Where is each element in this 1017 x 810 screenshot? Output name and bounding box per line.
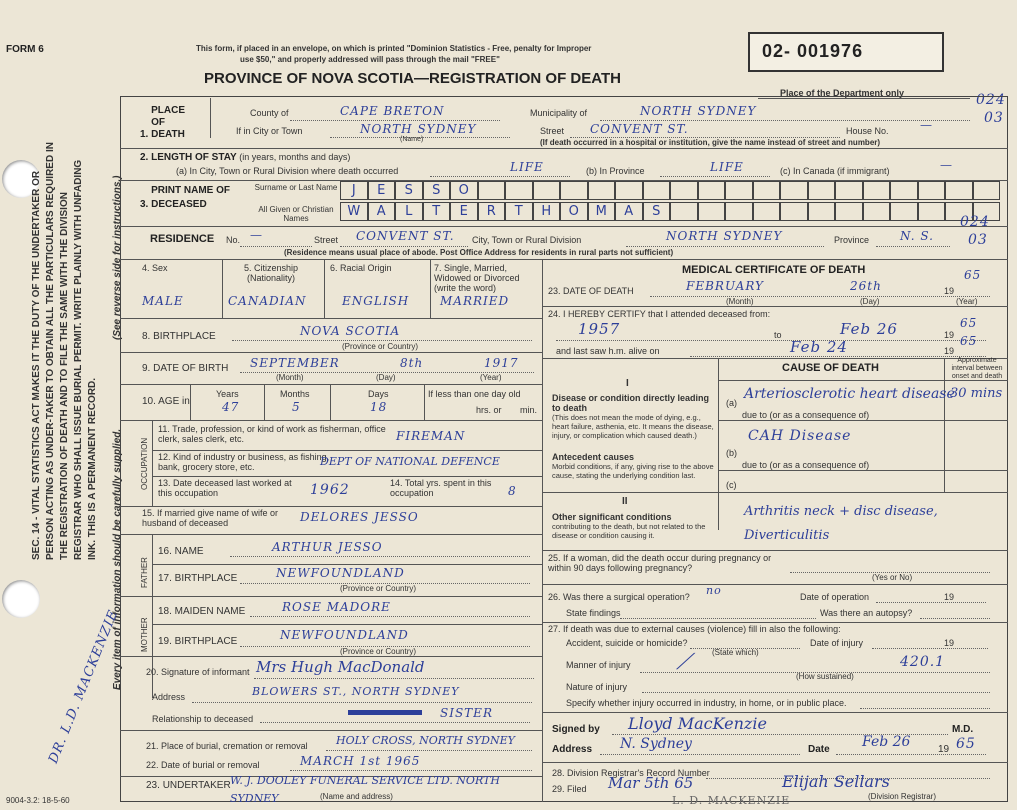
- residence-no-label: No.: [226, 235, 241, 245]
- informant-address-value: BLOWERS ST., NORTH SYDNEY: [252, 685, 460, 698]
- sex-label: 4. Sex: [142, 263, 168, 273]
- every-item-note: Every item of information should be carefully supplied.: [112, 428, 123, 690]
- name-letter-box: O: [560, 202, 588, 221]
- operation-label: 26. Was there a surgical operation?: [548, 592, 690, 602]
- city-value: NORTH SYDNEY: [360, 122, 477, 136]
- cause-a-label: (a): [726, 398, 737, 408]
- street-value: CONVENT ST.: [590, 122, 689, 136]
- industry-value: DEPT OF NATIONAL DEFENCE: [320, 455, 500, 468]
- empty-letter-box: [588, 181, 616, 200]
- form-label: FORM 6: [6, 44, 44, 55]
- attended-to-prefix: 19: [944, 330, 955, 340]
- dept-code: 024: [976, 92, 1006, 108]
- disease-label: Disease or condition directly leading to death: [552, 393, 710, 413]
- reverse-instructions: (See reverse side for instructions.): [112, 175, 123, 340]
- relationship-value: SISTER: [440, 706, 493, 720]
- empty-letter-box: [780, 202, 808, 221]
- death-year-caption: (Year): [956, 297, 978, 306]
- empty-letter-box: [478, 181, 506, 200]
- registration-number: 02- 001976: [762, 41, 864, 61]
- last-saw-prefix: 19: [944, 346, 955, 356]
- undertaker-label: 23. UNDERTAKER: [146, 780, 231, 791]
- last-worked-label: 13. Date deceased last worked at this occupation: [158, 478, 292, 498]
- stay-canada-value: —: [940, 158, 953, 172]
- state-findings-label: State findings: [566, 608, 621, 618]
- dob-label: 9. DATE OF BIRTH: [142, 363, 229, 374]
- min-label: min.: [520, 405, 538, 415]
- empty-letter-box: [753, 202, 781, 221]
- name-letter-box: A: [368, 202, 396, 221]
- birthplace-caption: (Province or Country): [342, 342, 419, 351]
- residence-no-value: —: [250, 228, 263, 242]
- less-than-day-label: If less than one day old: [428, 389, 521, 399]
- house-value: —: [920, 118, 933, 132]
- medical-header: MEDICAL CERTIFICATE OF DEATH: [682, 264, 866, 276]
- informant-label: 20. Signature of informant: [146, 667, 250, 677]
- stay-province-label: (b) In Province: [586, 166, 645, 176]
- name-letter-box: S: [395, 181, 423, 200]
- informant-address-label: Address: [152, 692, 186, 702]
- death-day-caption: (Day): [860, 297, 880, 306]
- part-i-label: I: [626, 378, 629, 389]
- signed-year-prefix: 19: [938, 744, 950, 755]
- empty-letter-box: [863, 181, 891, 200]
- length-of-stay-label: 2. LENGTH OF STAY (in years, months and days): [140, 152, 351, 163]
- dob-month-caption: (Month): [276, 373, 304, 382]
- due-to-a: due to (or as a consequence of): [742, 410, 870, 420]
- yes-no-caption: (Yes or No): [872, 573, 913, 582]
- empty-letter-box: [835, 202, 863, 221]
- manner-stroke: ⟋: [676, 650, 693, 675]
- empty-letter-box: [698, 202, 726, 221]
- house-label: House No.: [846, 126, 889, 136]
- name-letter-box: W: [340, 202, 368, 221]
- page-title: PROVINCE OF NOVA SCOTIA—REGISTRATION OF DEATH: [204, 70, 621, 87]
- residence-city-value: NORTH SYDNEY: [666, 229, 783, 243]
- empty-letter-box: [670, 181, 698, 200]
- racial-origin-label: 6. Racial Origin: [330, 263, 392, 273]
- industry-label: 12. Kind of industry or business, as fishing, bank, grocery store, etc.: [158, 452, 330, 472]
- empty-letter-box: [890, 202, 918, 221]
- age-label: 10. AGE in: [142, 396, 190, 407]
- age-days-label: Days: [368, 389, 389, 399]
- mother-maiden-label: 18. MAIDEN NAME: [158, 606, 246, 617]
- interval-a-value: 30 mins: [950, 386, 1003, 401]
- trade-label: 11. Trade, profession, or kind of work as fisherman, office clerk, sales clerk, etc.: [158, 424, 386, 444]
- surname-label: Surname or Last Name: [254, 183, 338, 192]
- mail-notice: This form, if placed in an envelope, on which is printed "Dominion Statistics - Free, penalty for Improper: [196, 44, 592, 53]
- name-letter-box: A: [615, 202, 643, 221]
- state-which-caption: (State which): [712, 648, 759, 657]
- filed-date: Mar 5th 65: [608, 774, 694, 792]
- how-sustained-caption: (How sustained): [796, 672, 854, 681]
- attended-to-year: 65: [960, 316, 978, 330]
- empty-letter-box: [698, 181, 726, 200]
- disease-note: (This does not mean the mode of dying, e.g., heart failure, asthenia, etc. It means the disease, injury, or complication which caused death.): [552, 413, 714, 440]
- name-letter-box: T: [505, 202, 533, 221]
- empty-letter-box: [725, 181, 753, 200]
- empty-letter-box: [505, 181, 533, 200]
- external-causes-label: 27. If death was due to external causes (violence) fill in also the following:: [548, 624, 841, 634]
- nature-label: Nature of injury: [566, 682, 628, 692]
- spouse-label: 15. If married give name of wife or husband of deceased: [142, 508, 279, 528]
- marital-value: MARRIED: [440, 294, 510, 308]
- empty-letter-box: [918, 202, 946, 221]
- father-name-value: ARTHUR JESSO: [272, 540, 383, 554]
- attended-label: 24. I HEREBY CERTIFY that I attended deceased from:: [548, 309, 771, 319]
- name-letter-box: S: [643, 202, 671, 221]
- county-value: CAPE BRETON: [340, 104, 445, 118]
- birthplace-label: 8. BIRTHPLACE: [142, 331, 216, 342]
- empty-letter-box: [753, 181, 781, 200]
- name-letter-box: O: [450, 181, 478, 200]
- death-month-caption: (Month): [726, 297, 754, 306]
- empty-letter-box: [780, 181, 808, 200]
- signer-address-value: N. Sydney: [620, 736, 692, 752]
- municipality-value: NORTH SYDNEY: [640, 104, 757, 118]
- date-of-injury-label: Date of injury: [810, 638, 864, 648]
- empty-letter-box: [560, 181, 588, 200]
- mother-birthplace-label: 19. BIRTHPLACE: [158, 636, 238, 647]
- hrs-label: hrs. or: [476, 405, 502, 415]
- registrar-signature: Elijah Sellars: [782, 772, 890, 791]
- signer-address-label: Address: [552, 744, 593, 755]
- autopsy-label: Was there an autopsy?: [820, 608, 913, 618]
- given-names-label: All Given or Christian Names: [258, 205, 334, 223]
- empty-letter-box: [863, 202, 891, 221]
- date-of-injury-prefix: 19: [944, 638, 955, 648]
- physician-signature: Lloyd MacKenzie: [628, 714, 767, 733]
- birthplace-value: NOVA SCOTIA: [300, 324, 401, 338]
- burial-date-label: 22. Date of burial or removal: [146, 760, 260, 770]
- attended-to: Feb 26: [840, 320, 898, 338]
- signed-date-label: Date: [808, 744, 830, 755]
- statute-text: SEC. 14 - VITAL STATISTICS ACT MAKES IT THE DUTY OF THE UNDERTAKER OR PERSON ACTING AS UNDER-TAKER TO OBTAIN ALL THE PARTICULARS REQUIRED IN THE REGISTRATION OF DEATH AND TO FILE THE SAME WITH THE DIVISION REGISTRAR WHO SHALL ISSUE BURIAL PERMIT. WRITE PLAINLY WITH UNFADING INK. THIS IS A PERMANENT RECORD.: [31, 142, 98, 560]
- age-years-label: Years: [216, 389, 239, 399]
- signed-date-value: Feb 26: [862, 734, 911, 750]
- residence-province-value: N. S.: [900, 229, 934, 243]
- undertaker-value: W. J. DOOLEY FUNERAL SERVICE LTD. NORTH SYDNEY: [230, 774, 500, 805]
- name-caption: (Name): [400, 136, 424, 143]
- struck-entry: [348, 710, 422, 715]
- empty-letter-box: [835, 181, 863, 200]
- registrar-caption: (Division Registrar): [868, 792, 937, 801]
- residence-province-label: Province: [834, 235, 870, 245]
- death-day: 26th: [850, 279, 882, 293]
- total-years-label: 14. Total yrs. spent in this occupation: [390, 478, 492, 498]
- cause-c-label: (c): [726, 480, 737, 490]
- burial-date-value: MARCH 1st 1965: [300, 754, 421, 768]
- street-label: Street: [540, 126, 565, 136]
- father-name-label: 16. NAME: [158, 546, 204, 557]
- residence-street-value: CONVENT ST.: [356, 229, 455, 243]
- county-label: County of: [250, 108, 289, 118]
- informant-signature: Mrs Hugh MacDonald: [256, 658, 425, 676]
- occupation-side-label: OCCUPATION: [140, 437, 149, 490]
- residence-street-label: Street: [314, 235, 339, 245]
- age-months-label: Months: [280, 389, 310, 399]
- punch-hole: [2, 580, 40, 618]
- marital-label: 7. Single, Married, Widowed or Divorced (write the word): [434, 263, 520, 293]
- cause-a-value: Arteriosclerotic heart disease: [744, 386, 955, 402]
- signed-by-label: Signed by: [552, 724, 600, 735]
- death-year-prefix: 19: [944, 286, 955, 296]
- date-of-operation-label: Date of operation: [800, 592, 870, 602]
- empty-letter-box: [670, 202, 698, 221]
- operation-value: no: [706, 584, 722, 597]
- dob-year: 1917: [484, 356, 519, 370]
- place-of-death-label: 1. PLACE OF DEATH: [140, 105, 186, 140]
- empty-letter-box: [808, 181, 836, 200]
- name-letter-box: H: [533, 202, 561, 221]
- dob-month: SEPTEMBER: [250, 356, 340, 370]
- physician-note: DR. L.D. MACKENZIE: [46, 607, 122, 766]
- antecedent-note: Morbid conditions, if any, giving rise to the above cause, stating the underlying condition last.: [552, 462, 714, 480]
- other-conditions-note: contributing to the death, but not related to the disease or condition causing it.: [552, 522, 706, 540]
- mother-side-label: MOTHER: [140, 617, 149, 652]
- signed-year: 65: [956, 736, 976, 752]
- manner-label: Manner of injury: [566, 660, 631, 670]
- name-letter-box: E: [450, 202, 478, 221]
- pregnancy-label: 25. If a woman, did the death occur during pregnancy or within 90 days following pregnancy?: [548, 553, 772, 573]
- attended-from: 1957: [578, 320, 621, 338]
- total-years-value: 8: [508, 484, 517, 498]
- dob-day: 8th: [400, 356, 424, 370]
- part-ii-label: II: [622, 496, 628, 507]
- stay-province-value: LIFE: [710, 160, 744, 174]
- residence-label: RESIDENCE: [150, 233, 215, 245]
- burial-place-label: 21. Place of burial, cremation or removal: [146, 741, 308, 751]
- due-to-b: due to (or as a consequence of): [742, 460, 870, 470]
- citizenship-label: 5. Citizenship (Nationality): [243, 263, 299, 283]
- cause-b-value: CAH Disease: [748, 428, 852, 444]
- mail-notice: use $50," and properly addressed will pass through the mail "FREE": [240, 55, 500, 64]
- accident-label: Accident, suicide or homicide?: [566, 638, 688, 648]
- date-of-operation-prefix: 19: [944, 592, 955, 602]
- undertaker-caption: (Name and address): [320, 792, 393, 801]
- name-letter-box: L: [395, 202, 423, 221]
- father-birthplace-value: NEWFOUNDLAND: [276, 566, 405, 580]
- md-label: M.D.: [952, 724, 974, 735]
- relationship-label: Relationship to deceased: [152, 714, 254, 724]
- interval-header: Approximate interval between onset and death: [951, 357, 1003, 380]
- death-year: 65: [964, 268, 982, 282]
- empty-letter-box: [808, 202, 836, 221]
- sex-value: MALE: [142, 294, 184, 308]
- registration-number-box: [748, 32, 944, 72]
- name-letter-box: T: [423, 202, 451, 221]
- stay-city-value: LIFE: [510, 160, 544, 174]
- last-worked-value: 1962: [310, 482, 350, 498]
- father-birthplace-label: 17. BIRTHPLACE: [158, 573, 238, 584]
- registrar-printed-name: L. D. MACKENZIE: [672, 794, 791, 807]
- cause-b-label: (b): [726, 448, 737, 458]
- cause-header: CAUSE OF DEATH: [782, 362, 879, 374]
- attended-to-label: to: [774, 330, 782, 340]
- mother-maiden-value: ROSE MADORE: [282, 600, 391, 614]
- name-letter-box: E: [368, 181, 396, 200]
- empty-letter-box: [973, 181, 1001, 200]
- father-birthplace-caption: (Province or Country): [340, 584, 417, 593]
- dob-year-caption: (Year): [480, 373, 502, 382]
- date-of-death-label: 23. DATE OF DEATH: [548, 286, 634, 296]
- stay-canada-label: (c) In Canada (if immigrant): [780, 166, 890, 176]
- form-code: 9004-3.2: 18-5-60: [6, 796, 70, 805]
- burial-place-value: HOLY CROSS, NORTH SYDNEY: [336, 734, 515, 747]
- age-years-value: 47: [222, 400, 240, 414]
- city-label: If in City or Town: [236, 126, 303, 136]
- residence-code: 024: [960, 214, 990, 230]
- empty-letter-box: [945, 181, 973, 200]
- other-conditions-value: Arthritis neck + disc disease, Diverticulitis: [744, 504, 938, 543]
- age-months-value: 5: [292, 400, 301, 414]
- racial-origin-value: ENGLISH: [342, 294, 410, 308]
- empty-letter-box: [643, 181, 671, 200]
- residence-note: (Residence means usual place of abode. Post Office Address for residents in rural parts not sufficient): [284, 248, 674, 257]
- residence-code: 03: [968, 232, 988, 248]
- citizenship-value: CANADIAN: [228, 294, 307, 308]
- spouse-value: DELORES JESSO: [300, 510, 419, 524]
- empty-letter-box: [725, 202, 753, 221]
- empty-letter-box: [918, 181, 946, 200]
- last-saw-year: 65: [960, 334, 978, 348]
- father-side-label: FATHER: [140, 557, 149, 588]
- print-name-label: 3. PRINT NAME OF DECEASED: [140, 185, 231, 210]
- name-letter-box: J: [340, 181, 368, 200]
- name-letter-box: S: [423, 181, 451, 200]
- last-saw-label: and last saw h.m. alive on: [556, 346, 660, 356]
- name-letter-box: M: [588, 202, 616, 221]
- dept-only-note: Place of the Department only: [780, 88, 905, 98]
- mother-birthplace-value: NEWFOUNDLAND: [280, 628, 409, 642]
- death-month: FEBRUARY: [686, 279, 764, 293]
- name-letter-box: R: [478, 202, 506, 221]
- hospital-note: (If death occurred in a hospital or institution, give the name instead of street and number): [540, 138, 881, 147]
- empty-letter-box: [533, 181, 561, 200]
- trade-value: FIREMAN: [396, 429, 466, 443]
- filed-label: 29. Filed: [552, 784, 587, 794]
- residence-city-label: City, Town or Rural Division: [472, 235, 582, 245]
- other-conditions-label: Other significant conditions: [552, 512, 672, 522]
- stay-city-label: (a) In City, Town or Rural Division where death occurred: [176, 166, 399, 176]
- antecedent-label: Antecedent causes: [552, 452, 635, 462]
- record-number-label: 28. Division Registrar's Record Number: [552, 768, 710, 778]
- manner-code: 420.1: [900, 654, 946, 670]
- specify-label: Specify whether injury occurred in industry, in home, or in public place.: [566, 698, 847, 708]
- mother-birthplace-caption: (Province or Country): [340, 647, 417, 656]
- dob-day-caption: (Day): [376, 373, 396, 382]
- dept-code: 03: [984, 110, 1004, 126]
- last-saw-value: Feb 24: [790, 338, 848, 356]
- municipality-label: Municipality of: [530, 108, 588, 118]
- age-days-value: 18: [370, 400, 388, 414]
- empty-letter-box: [615, 181, 643, 200]
- empty-letter-box: [890, 181, 918, 200]
